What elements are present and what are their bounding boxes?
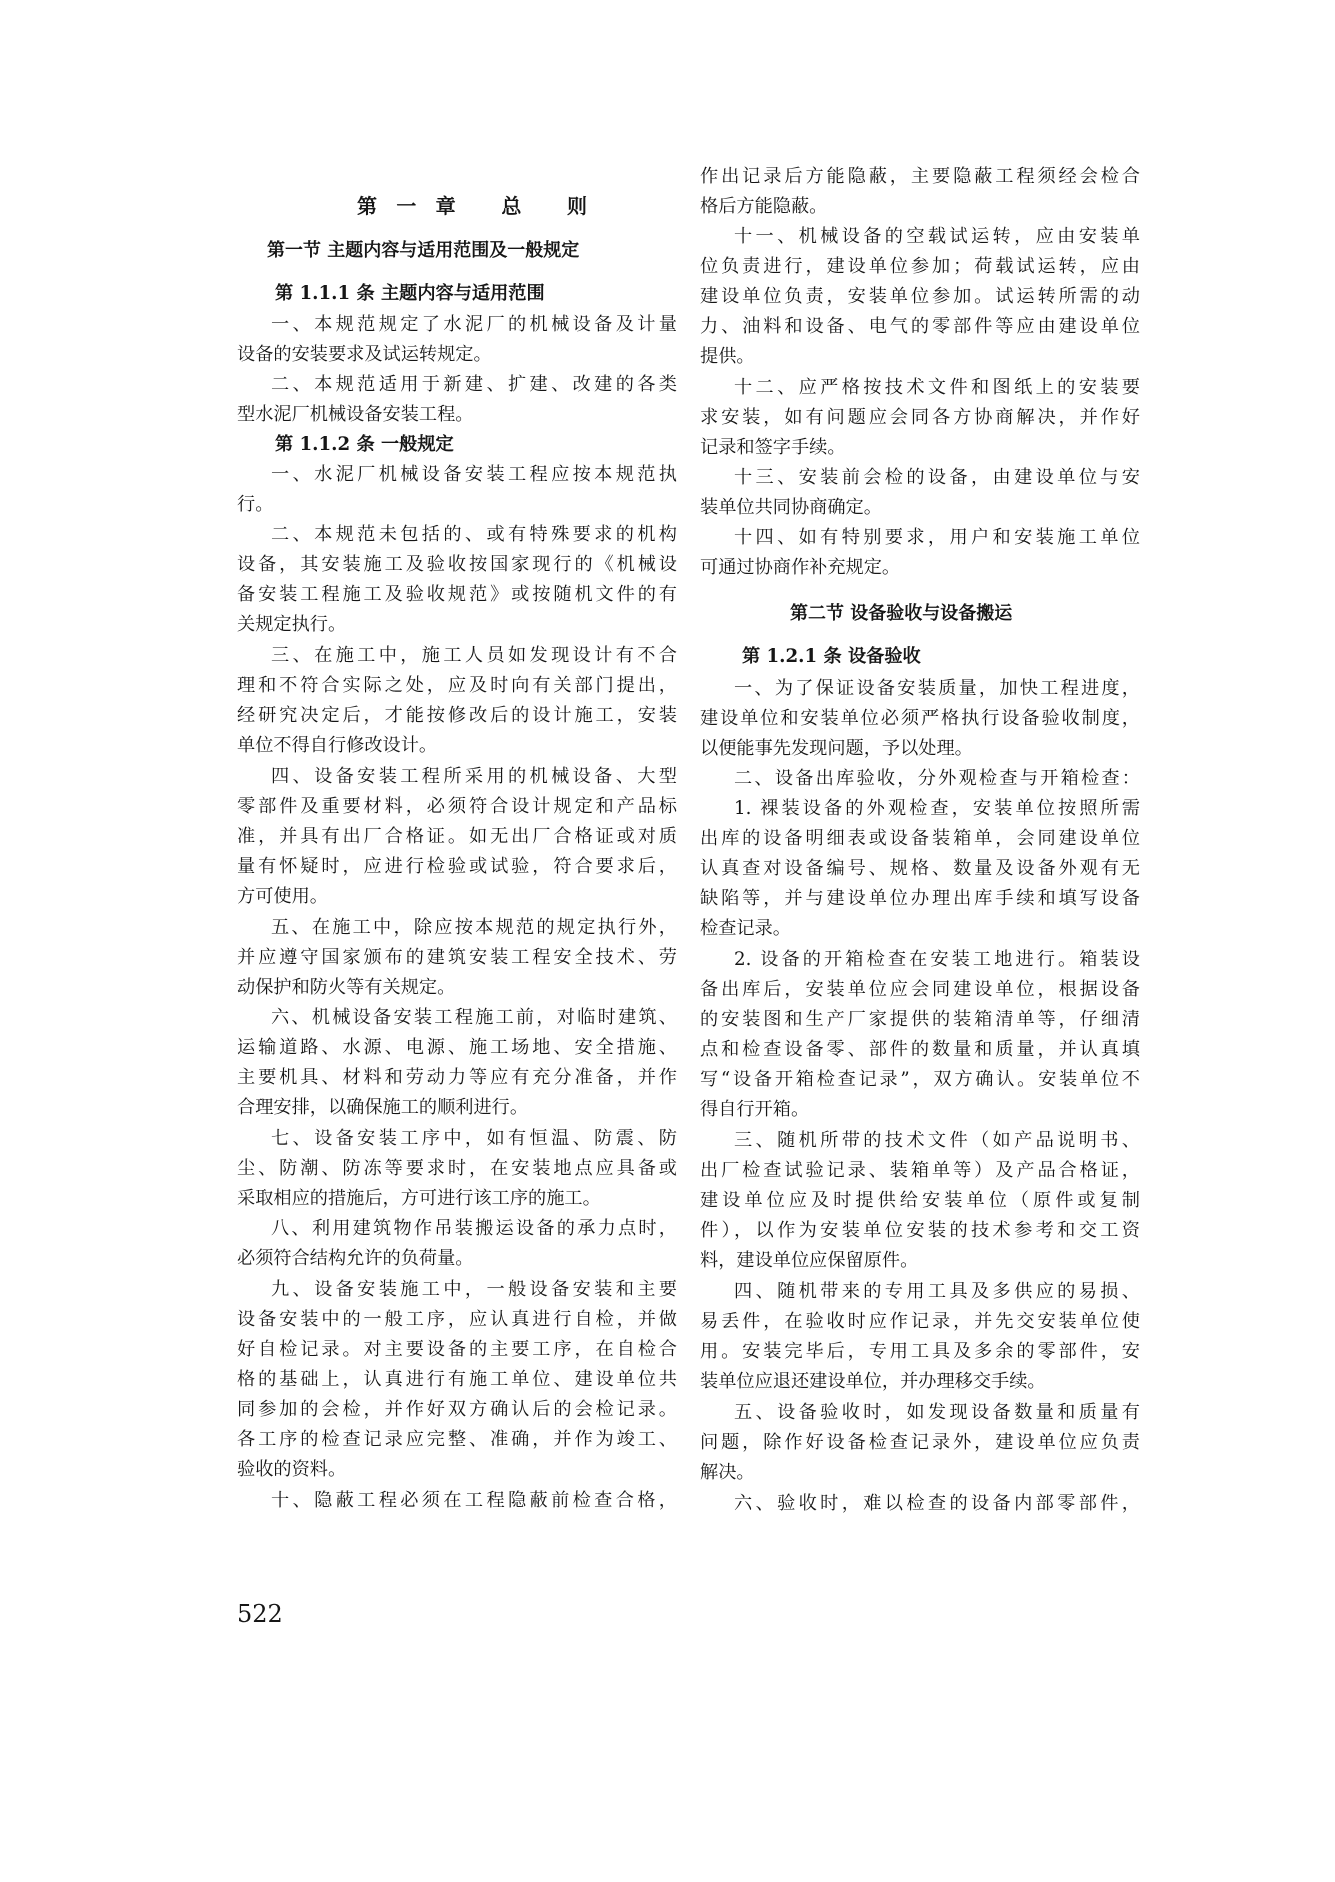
paragraph-line: 1. 裸装设备的外观检查，安装单位按照所需: [734, 798, 1140, 819]
paragraph-line: 设备，其安装施工及验收按国家现行的《机械设: [237, 554, 677, 575]
paragraph-line: 格后方能隐蔽。: [700, 196, 828, 217]
paragraph-line: 验收的资料。: [237, 1459, 347, 1480]
paragraph-line: 十三、安装前会检的设备，由建设单位与安: [734, 467, 1140, 488]
paragraph-line: 方可使用。: [237, 886, 328, 907]
paragraph-line: 四、设备安装工程所采用的机械设备、大型: [271, 766, 677, 787]
paragraph-line: 位负责进行，建设单位参加；荷载试运转，应由: [700, 256, 1140, 277]
paragraph-line: 建设单位和安装单位必须严格执行设备验收制度，: [700, 708, 1140, 729]
paragraph-line: 二、本规范适用于新建、扩建、改建的各类: [271, 374, 677, 395]
paragraph-line: 好自检记录。对主要设备的主要工序，在自检合: [237, 1339, 677, 1360]
paragraph-line: 一、本规范规定了水泥厂的机械设备及计量: [271, 314, 677, 335]
paragraph-line: 十四、如有特别要求，用户和安装施工单位: [734, 527, 1140, 548]
paragraph-line: 行。: [237, 494, 274, 515]
section-title: 第二节 设备验收与设备搬运: [790, 603, 1013, 624]
paragraph-line: 料，建设单位应保留原件。: [700, 1250, 919, 1271]
paragraph-line: 二、设备出库验收，分外观检查与开箱检查：: [734, 768, 1140, 789]
paragraph-line: 可通过协商作补充规定。: [700, 557, 901, 578]
paragraph-line: 的安装图和生产厂家提供的装箱清单等，仔细清: [700, 1009, 1140, 1030]
paragraph-line: 十二、应严格按技术文件和图纸上的安装要: [734, 377, 1140, 398]
paragraph-line: 二、本规范未包括的、或有特殊要求的机构: [271, 524, 677, 545]
chapter-title: 第一章 总 则: [357, 194, 587, 218]
paragraph-line: 易丢件，在验收时应作记录，并先交安装单位使: [700, 1311, 1140, 1332]
paragraph-line: 五、在施工中，除应按本规范的规定执行外，: [271, 917, 677, 938]
paragraph-line: 点和检查设备零、部件的数量和质量，并认真填: [700, 1039, 1140, 1060]
paragraph-line: 同参加的会检，并作好双方确认后的会检记录。: [237, 1399, 677, 1420]
paragraph-line: 六、验收时，难以检查的设备内部零部件，: [734, 1493, 1140, 1514]
paragraph-line: 装单位共同协商确定。: [700, 497, 882, 518]
paragraph-line: 记录和签字手续。: [700, 437, 846, 458]
paragraph-line: 必须符合结构允许的负荷量。: [237, 1248, 474, 1269]
paragraph-line: 四、随机带来的专用工具及多供应的易损、: [734, 1281, 1140, 1302]
paragraph-line: 建设单位应及时提供给安装单位（原件或复制: [700, 1190, 1140, 1211]
paragraph-line: 关规定执行。: [237, 614, 347, 635]
section-title: 第一节 主题内容与适用范围及一般规定: [267, 240, 580, 261]
paragraph-line: 求安装，如有问题应会同各方协商解决，并作好: [700, 407, 1140, 428]
paragraph-line: 装单位应退还建设单位，并办理移交手续。: [700, 1371, 1046, 1392]
paragraph-line: 零部件及重要材料，必须符合设计规定和产品标: [237, 796, 677, 817]
paragraph-line: 主要机具、材料和劳动力等应有充分准备，并作: [237, 1067, 677, 1088]
paragraph-line: 格的基础上，认真进行有施工单位、建设单位共: [237, 1369, 677, 1390]
paragraph-line: 量有怀疑时，应进行检验或试验，符合要求后，: [237, 856, 677, 877]
paragraph-line: 2. 设备的开箱检查在安装工地进行。箱装设: [734, 949, 1140, 970]
paragraph-line: 问题，除作好设备检查记录外，建设单位应负责: [700, 1432, 1140, 1453]
paragraph-line: 以便能事先发现问题，予以处理。: [700, 738, 973, 759]
paragraph-line: 出库的设备明细表或设备装箱单，会同建设单位: [700, 828, 1140, 849]
paragraph-line: 各工序的检查记录应完整、准确，并作为竣工、: [237, 1429, 677, 1450]
paragraph-line: 十一、机械设备的空载试运转，应由安装单: [734, 226, 1140, 247]
paragraph-line: 设备安装中的一般工序，应认真进行自检，并做: [237, 1309, 677, 1330]
paragraph-line: 用。安装完毕后，专用工具及多余的零部件，安: [700, 1341, 1140, 1362]
paragraph-line: 得自行开箱。: [700, 1099, 810, 1120]
paragraph-line: 作出记录后方能隐蔽，主要隐蔽工程须经会检合: [700, 166, 1140, 187]
paragraph-line: 件），以作为安装单位安装的技术参考和交工资: [700, 1220, 1140, 1241]
paragraph-line: 解决。: [700, 1462, 755, 1483]
paragraph-line: 一、水泥厂机械设备安装工程应按本规范执: [271, 464, 677, 485]
paragraph-line: 三、随机所带的技术文件（如产品说明书、: [734, 1130, 1140, 1151]
paragraph-line: 设备的安装要求及试运转规定。: [237, 344, 492, 365]
paragraph-line: 一、为了保证设备安装质量，加快工程进度，: [734, 678, 1140, 699]
paragraph-line: 缺陷等，并与建设单位办理出库手续和填写设备: [700, 888, 1140, 909]
article-heading: 第 1.1.1 条 主题内容与适用范围: [275, 283, 545, 304]
paragraph-line: 三、在施工中，施工人员如发现设计有不合: [271, 645, 677, 666]
paragraph-line: 备安装工程施工及验收规范》或按随机文件的有: [237, 584, 677, 605]
paragraph-line: 合理安排，以确保施工的顺利进行。: [237, 1097, 529, 1118]
paragraph-line: 出厂检查试验记录、装箱单等）及产品合格证，: [700, 1160, 1140, 1181]
paragraph-line: 九、设备安装施工中，一般设备安装和主要: [271, 1279, 677, 1300]
paragraph-line: 认真查对设备编号、规格、数量及设备外观有无: [700, 858, 1140, 879]
paragraph-line: 八、利用建筑物作吊装搬运设备的承力点时，: [271, 1218, 677, 1239]
paragraph-line: 检查记录。: [700, 918, 791, 939]
paragraph-line: 经研究决定后，才能按修改后的设计施工，安装: [237, 705, 677, 726]
paragraph-line: 五、设备验收时，如发现设备数量和质量有: [734, 1402, 1140, 1423]
article-heading: 第 1.1.2 条 一般规定: [275, 434, 454, 455]
paragraph-line: 七、设备安装工序中，如有恒温、防震、防: [271, 1128, 677, 1149]
paragraph-line: 建设单位负责，安装单位参加。试运转所需的动: [700, 286, 1140, 307]
paragraph-line: 六、机械设备安装工程施工前，对临时建筑、: [271, 1007, 677, 1028]
paragraph-line: 提供。: [700, 346, 755, 367]
paragraph-line: 力、油料和设备、电气的零部件等应由建设单位: [700, 316, 1140, 337]
paragraph-line: 并应遵守国家颁布的建筑安装工程安全技术、劳: [237, 947, 677, 968]
paragraph-line: 采取相应的措施后，方可进行该工序的施工。: [237, 1188, 601, 1209]
paragraph-line: 写“设备开箱检查记录”，双方确认。安装单位不: [700, 1069, 1140, 1090]
paragraph-line: 理和不符合实际之处，应及时向有关部门提出，: [237, 675, 677, 696]
paragraph-line: 十、隐蔽工程必须在工程隐蔽前检查合格，: [271, 1490, 677, 1511]
paragraph-line: 动保护和防火等有关规定。: [237, 977, 456, 998]
paragraph-line: 准，并具有出厂合格证。如无出厂合格证或对质: [237, 826, 677, 847]
page-number: 522: [237, 1600, 283, 1628]
article-heading: 第 1.2.1 条 设备验收: [742, 646, 921, 667]
paragraph-line: 尘、防潮、防冻等要求时，在安装地点应具备或: [237, 1158, 677, 1179]
paragraph-line: 备出库后，安装单位应会同建设单位，根据设备: [700, 979, 1140, 1000]
paragraph-line: 运输道路、水源、电源、施工场地、安全措施、: [237, 1037, 677, 1058]
paragraph-line: 单位不得自行修改设计。: [237, 735, 438, 756]
paragraph-line: 型水泥厂机械设备安装工程。: [237, 404, 474, 425]
